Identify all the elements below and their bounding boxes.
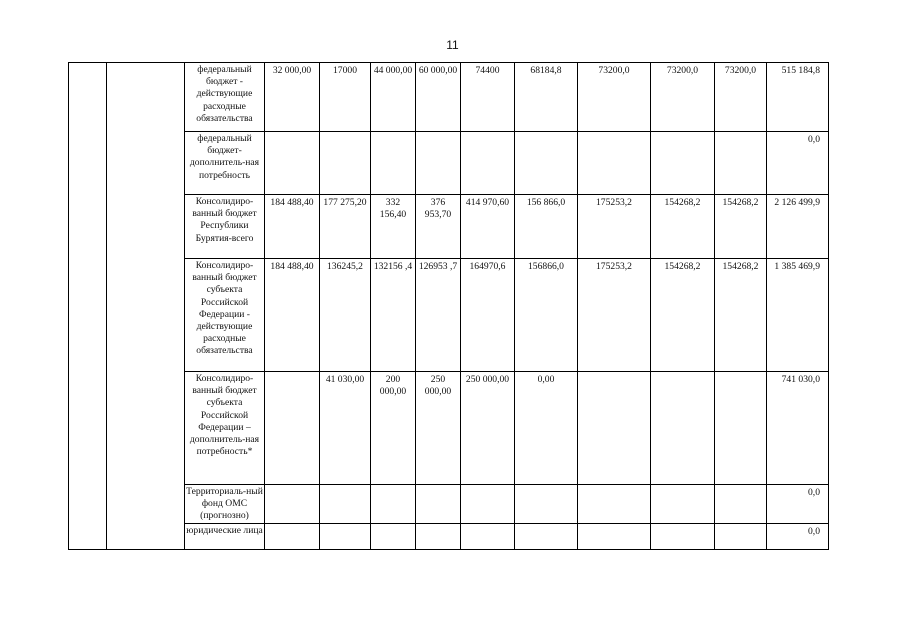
value-cell <box>265 485 320 524</box>
value-cell: 0,00 <box>515 372 578 485</box>
total-cell: 0,0 <box>767 523 829 549</box>
value-cell <box>515 485 578 524</box>
budget-table <box>68 62 829 550</box>
empty-column-1 <box>69 63 107 550</box>
value-cell <box>416 485 461 524</box>
value-cell: 414 970,60 <box>461 195 515 259</box>
value-cell: 132156 ,4 <box>371 259 416 372</box>
value-cell <box>715 372 767 485</box>
value-cell: 154268,2 <box>651 259 715 372</box>
value-cell: 74400 <box>461 63 515 132</box>
value-cell: 164970,6 <box>461 259 515 372</box>
value-cell <box>578 523 651 549</box>
value-cell: 156 866,0 <box>515 195 578 259</box>
funding-source: федеральный бюджет - действующие расходные обязательства <box>185 63 265 132</box>
funding-source: Консолидиро-ванный бюджет субъекта Российской Федерации - действующие расходные обязательства <box>185 259 265 372</box>
value-cell <box>578 372 651 485</box>
value-cell <box>651 485 715 524</box>
value-cell: 32 000,00 <box>265 63 320 132</box>
value-cell: 184 488,40 <box>265 195 320 259</box>
value-cell <box>515 132 578 195</box>
value-cell <box>515 523 578 549</box>
funding-source: федеральный бюджет-дополнитель-ная потребность <box>185 132 265 195</box>
value-cell: 175253,2 <box>578 195 651 259</box>
value-cell <box>320 485 371 524</box>
value-cell: 68184,8 <box>515 63 578 132</box>
value-cell <box>371 485 416 524</box>
value-cell: 126953 ,7 <box>416 259 461 372</box>
value-cell: 175253,2 <box>578 259 651 372</box>
value-cell: 73200,0 <box>578 63 651 132</box>
value-cell: 184 488,40 <box>265 259 320 372</box>
value-cell: 136245,2 <box>320 259 371 372</box>
value-cell: 154268,2 <box>715 195 767 259</box>
funding-source: юридические лица <box>185 523 265 549</box>
total-cell: 515 184,8 <box>767 63 829 132</box>
value-cell <box>461 523 515 549</box>
value-cell <box>578 485 651 524</box>
value-cell: 250 000,00 <box>416 372 461 485</box>
value-cell <box>651 132 715 195</box>
empty-column-2 <box>107 63 185 550</box>
value-cell <box>461 132 515 195</box>
value-cell: 154268,2 <box>715 259 767 372</box>
table-row <box>69 63 829 132</box>
page-number: 11 <box>446 38 459 52</box>
value-cell <box>320 132 371 195</box>
value-cell <box>715 523 767 549</box>
funding-source: Территориаль-ный фонд ОМС (прогнозно) <box>186 486 263 522</box>
total-cell: 741 030,0 <box>767 372 829 485</box>
value-cell: 73200,0 <box>715 63 767 132</box>
value-cell <box>265 132 320 195</box>
value-cell: 200 000,00 <box>371 372 416 485</box>
total-cell: 2 126 499,9 <box>767 195 829 259</box>
value-cell: 332 156,40 <box>371 195 416 259</box>
value-cell <box>461 485 515 524</box>
value-cell <box>265 523 320 549</box>
value-cell <box>715 485 767 524</box>
value-cell: 73200,0 <box>651 63 715 132</box>
value-cell <box>320 523 371 549</box>
value-cell <box>578 132 651 195</box>
value-cell <box>651 372 715 485</box>
value-cell <box>416 132 461 195</box>
value-cell: 376 953,70 <box>416 195 461 259</box>
value-cell: 154268,2 <box>651 195 715 259</box>
value-cell: 44 000,00 <box>371 63 416 132</box>
value-cell: 177 275,20 <box>320 195 371 259</box>
value-cell <box>651 523 715 549</box>
value-cell <box>265 372 320 485</box>
value-cell: 156866,0 <box>515 259 578 372</box>
funding-source: Консолидиро-ванный бюджет субъекта Российской Федерации – дополнитель-ная потребность* <box>185 372 265 485</box>
total-cell: 0,0 <box>767 485 829 524</box>
funding-source: Консолидиро-ванный бюджет Республики Бурятия-всего <box>185 195 265 259</box>
value-cell: 41 030,00 <box>320 372 371 485</box>
value-cell: 17000 <box>320 63 371 132</box>
value-cell <box>715 132 767 195</box>
total-cell: 1 385 469,9 <box>767 259 829 372</box>
value-cell <box>371 132 416 195</box>
total-cell: 0,0 <box>767 132 829 195</box>
value-cell: 60 000,00 <box>416 63 461 132</box>
value-cell: 250 000,00 <box>461 372 515 485</box>
value-cell <box>371 523 416 549</box>
value-cell <box>416 523 461 549</box>
